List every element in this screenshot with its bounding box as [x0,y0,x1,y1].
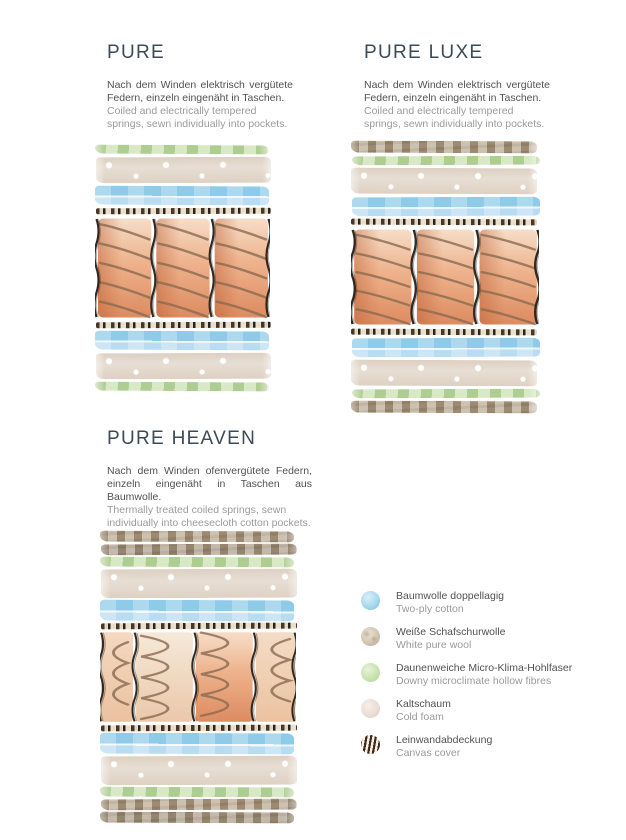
mattress-cross-section-pure-luxe [351,141,539,413]
layer-canvas [96,208,271,215]
layer-wool [351,401,538,414]
layer-fibre [352,156,540,166]
product-section-pure-heaven [107,428,312,530]
layer-canvas [101,623,297,630]
legend-item-cotton [361,590,611,615]
layer-cotton [95,331,269,351]
layer-foam [101,756,297,786]
product-description-de: Nach dem Winden elektrisch vergütete Federn, einzeln eingenäht in Taschen. [107,79,293,104]
legend-label [396,590,504,615]
layer-fibre [95,145,269,155]
layer-canvas [351,219,538,226]
legend-label [396,734,492,759]
product-description-de: Nach dem Winden ofenvergütete Federn, einzeln eingenäht in Taschen aus Baumwolle. [107,465,312,503]
product-description-en: Coiled and electrically tempered springs, sewn individually into pockets. [364,105,545,130]
legend-label-de: Leinwandabdeckung [396,734,493,746]
layer-fibre [95,382,269,392]
legend-label-de: Weiße Schafschurwolle [396,626,506,638]
layer-wool [101,544,297,556]
legend-label-en: Cold foam [396,710,444,723]
layer-wool [101,799,297,811]
layer-foam [101,569,297,599]
layer-fibre [352,389,540,399]
mattress-cross-section-pure [95,145,270,391]
legend-label-de: Kaltschaum [396,698,451,710]
layer-wool [100,531,294,543]
layer-canvas [351,329,538,336]
product-title-pure: PURE [107,42,165,63]
layer-canvas [101,725,297,732]
fibre-swatch-icon [361,663,380,682]
wool-swatch-icon [361,627,380,646]
product-section-pure [107,42,293,131]
product-section-pure-luxe [364,42,550,131]
mattress-cross-section-pure-heaven [100,531,296,823]
legend-item-wool [361,626,611,651]
product-description-en: Thermally treated coiled springs, sewn individually into cheesecloth cotton pockets. [107,504,311,529]
legend-label [396,626,506,651]
canvas-swatch-icon [361,735,380,754]
legend-item-foam [361,698,611,723]
product-description-en: Coiled and electrically tempered springs, sewn individually into pockets. [107,105,288,130]
layer-wool [100,812,294,824]
layer-wool [351,141,538,154]
legend-item-canvas [361,734,611,759]
legend-item-fibre [361,662,611,687]
layer-cotton [100,733,295,755]
layer-fibre [100,787,294,798]
layer-foam [96,157,271,184]
legend-label-en: White pure wool [396,638,472,651]
legend-label-en: Downy microclimate hollow fibres [396,674,552,687]
cotton-swatch-icon [361,591,380,610]
layer-cotton [100,600,295,622]
layer-cotton [352,338,540,358]
layer-foam [351,168,538,195]
layer-foam [351,360,538,387]
product-description-de: Nach dem Winden elektrisch vergütete Federn, einzeln eingenäht in Taschen. [364,79,550,104]
layer-springs [100,631,296,723]
layer-fibre [100,557,294,568]
legend-label-de: Baumwolle doppellagig [396,590,504,602]
layer-springs [351,228,539,326]
legend-label-en: Two-ply cotton [396,602,464,615]
foam-swatch-icon [361,699,380,718]
layer-foam [96,353,271,380]
legend-label [396,662,572,687]
layer-cotton [95,186,269,206]
legend-label-en: Canvas cover [396,746,461,759]
materials-legend [361,590,611,759]
product-title-pure-heaven: PURE HEAVEN [107,428,257,449]
legend-label [396,698,451,723]
layer-cotton [352,197,540,217]
layer-springs [95,217,270,319]
legend-label-de: Daunenweiche Micro-Klima-Hohlfaser [396,662,573,674]
layer-canvas [96,322,271,329]
product-title-pure-luxe: PURE LUXE [364,42,484,63]
